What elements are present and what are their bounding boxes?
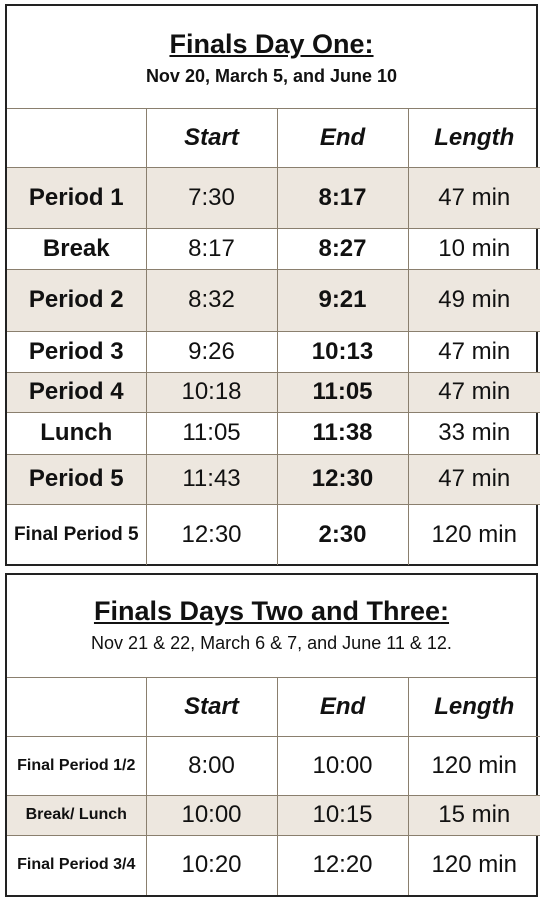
start-cell: 8:00 <box>146 736 277 795</box>
row-label: Final Period 1/2 <box>7 736 146 795</box>
row-label: Period 2 <box>7 269 146 331</box>
start-cell: 8:32 <box>146 269 277 331</box>
title-colon: : <box>440 596 450 626</box>
row-label: Final Period 3/4 <box>7 835 146 895</box>
length-cell: 120 min <box>408 835 540 895</box>
schedule-table <box>7 109 540 565</box>
start-cell: 11:05 <box>146 412 277 454</box>
length-cell: 15 min <box>408 795 540 835</box>
start-cell: 10:00 <box>146 795 277 835</box>
blank-header-cell <box>7 678 146 736</box>
row-label: Period 4 <box>7 372 146 412</box>
start-cell: 10:20 <box>146 835 277 895</box>
end-cell: 8:17 <box>277 167 408 228</box>
length-cell: 120 min <box>408 504 540 565</box>
table-row <box>7 331 540 372</box>
table-row <box>7 412 540 454</box>
table-row <box>7 167 540 228</box>
end-cell: 10:00 <box>277 736 408 795</box>
row-label: Break <box>7 228 146 269</box>
end-cell: 2:30 <box>277 504 408 565</box>
schedule-header <box>7 6 536 109</box>
length-cell: 33 min <box>408 412 540 454</box>
row-label: Final Period 5 <box>7 504 146 565</box>
length-cell: 120 min <box>408 736 540 795</box>
length-cell: 47 min <box>408 454 540 504</box>
start-column-header: Start <box>146 678 277 736</box>
row-label: Period 5 <box>7 454 146 504</box>
start-cell: 7:30 <box>146 167 277 228</box>
end-cell: 12:20 <box>277 835 408 895</box>
schedule-header <box>7 575 536 678</box>
table-row <box>7 795 540 835</box>
end-cell: 10:13 <box>277 331 408 372</box>
end-cell: 9:21 <box>277 269 408 331</box>
start-column-header: Start <box>146 109 277 167</box>
start-cell: 9:26 <box>146 331 277 372</box>
schedule-dates: Nov 21 & 22, March 6 & 7, and June 11 & 12. <box>91 633 452 653</box>
length-cell: 47 min <box>408 331 540 372</box>
row-label: Lunch <box>7 412 146 454</box>
start-cell: 8:17 <box>146 228 277 269</box>
length-cell: 49 min <box>408 269 540 331</box>
end-cell: 10:15 <box>277 795 408 835</box>
finals-day-one-schedule <box>5 4 538 566</box>
row-label: Break/ Lunch <box>7 795 146 835</box>
table-row <box>7 835 540 895</box>
end-column-header: End <box>277 109 408 167</box>
schedule-title: Finals Days Two and Three <box>93 596 441 626</box>
start-cell: 11:43 <box>146 454 277 504</box>
end-cell: 12:30 <box>277 454 408 504</box>
header-row <box>7 678 540 736</box>
end-cell: 11:38 <box>277 412 408 454</box>
table-row <box>7 372 540 412</box>
header-row <box>7 109 540 167</box>
schedule-table <box>7 678 540 895</box>
finals-days-two-three-schedule <box>5 573 538 897</box>
length-column-header: Length <box>408 109 540 167</box>
length-column-header: Length <box>408 678 540 736</box>
schedule-dates: Nov 20, March 5, and June 10 <box>145 66 398 86</box>
schedule-title: Finals Day One <box>169 29 365 59</box>
table-row <box>7 269 540 331</box>
blank-header-cell <box>7 109 146 167</box>
start-cell: 10:18 <box>146 372 277 412</box>
table-row <box>7 736 540 795</box>
row-label: Period 3 <box>7 331 146 372</box>
length-cell: 10 min <box>408 228 540 269</box>
row-label: Period 1 <box>7 167 146 228</box>
length-cell: 47 min <box>408 167 540 228</box>
title-colon: : <box>364 29 374 59</box>
start-cell: 12:30 <box>146 504 277 565</box>
end-cell: 11:05 <box>277 372 408 412</box>
length-cell: 47 min <box>408 372 540 412</box>
table-row <box>7 228 540 269</box>
end-cell: 8:27 <box>277 228 408 269</box>
table-row <box>7 454 540 504</box>
end-column-header: End <box>277 678 408 736</box>
table-row <box>7 504 540 565</box>
